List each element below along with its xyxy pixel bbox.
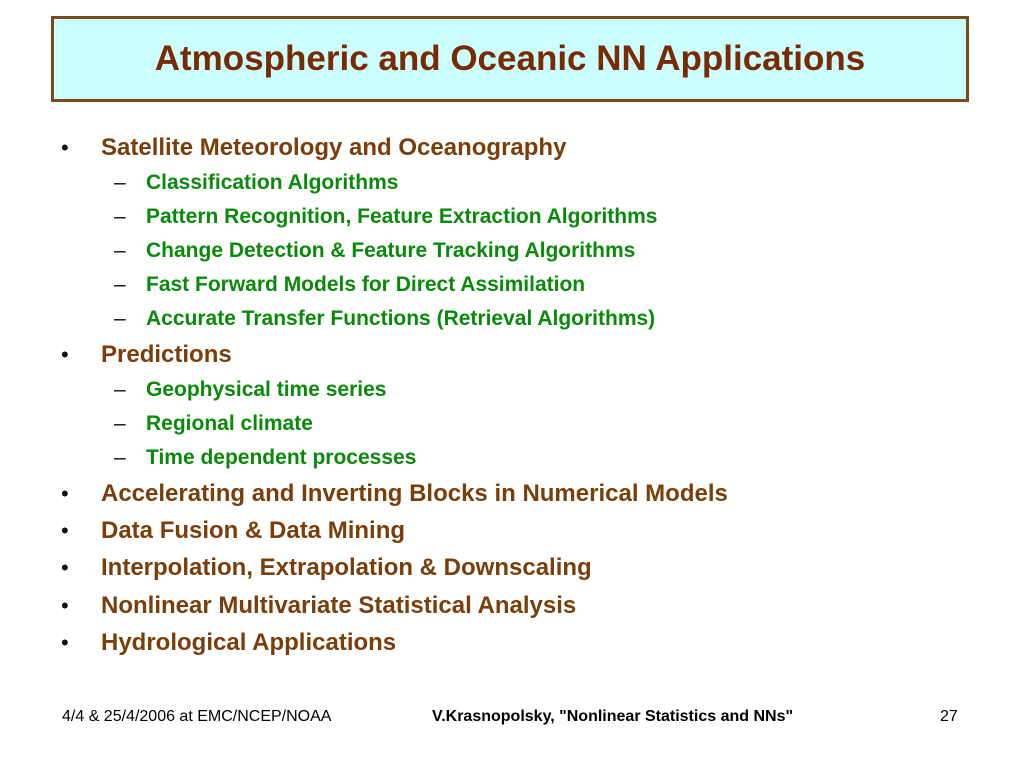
sub-bullet-item-label: Change Detection & Feature Tracking Algorithms bbox=[146, 239, 636, 262]
bullet-item-label: Hydrological Applications bbox=[101, 629, 397, 656]
sub-bullet-item bbox=[114, 171, 399, 195]
bullet-item-1 bbox=[61, 134, 567, 162]
footer-author-title: V.Krasnopolsky, "Nonlinear Statistics and NNs" bbox=[432, 708, 794, 725]
sub-bullet-item bbox=[114, 446, 417, 470]
bullet-marker: • bbox=[61, 593, 69, 618]
sub-bullet-marker: – bbox=[114, 171, 126, 194]
bullet-item-label: Predictions bbox=[101, 341, 232, 368]
bullet-item-4 bbox=[61, 517, 406, 545]
sub-bullet-item-label: Classification Algorithms bbox=[146, 171, 399, 194]
bullet-marker: • bbox=[61, 135, 69, 160]
bullet-item-label: Accelerating and Inverting Blocks in Numerical Models bbox=[101, 480, 728, 507]
sub-bullet-item-label: Pattern Recognition, Feature Extraction Algorithms bbox=[146, 205, 658, 228]
bullet-marker: • bbox=[61, 342, 69, 367]
sub-bullet-item-label: Regional climate bbox=[146, 412, 313, 435]
sub-bullet-marker: – bbox=[114, 307, 126, 330]
bullet-item-label: Data Fusion & Data Mining bbox=[101, 517, 406, 544]
bullet-item-5 bbox=[61, 554, 592, 582]
bullet-marker: • bbox=[61, 630, 69, 655]
sub-bullet-marker: – bbox=[114, 378, 126, 401]
slide-title: Atmospheric and Oceanic NN Applications bbox=[154, 39, 866, 78]
bullet-item-7 bbox=[61, 629, 397, 657]
bullet-item-3 bbox=[61, 480, 728, 508]
bullet-item-6 bbox=[61, 592, 577, 620]
bullet-item-label: Satellite Meteorology and Oceanography bbox=[101, 134, 567, 161]
footer-page-number: 27 bbox=[940, 708, 958, 725]
footer-date-location: 4/4 & 25/4/2006 at EMC/NCEP/NOAA bbox=[62, 708, 332, 725]
bullet-item-2 bbox=[61, 341, 232, 369]
sub-bullet-marker: – bbox=[114, 273, 126, 296]
sub-bullet-item-label: Fast Forward Models for Direct Assimilation bbox=[146, 273, 586, 296]
sub-bullet-marker: – bbox=[114, 446, 126, 469]
sub-bullet-item-label: Geophysical time series bbox=[146, 378, 387, 401]
bullet-marker: • bbox=[61, 481, 69, 506]
sub-bullet-item-label: Accurate Transfer Functions (Retrieval Algorithms) bbox=[146, 307, 656, 330]
sub-bullet-item bbox=[114, 307, 656, 331]
bullet-marker: • bbox=[61, 518, 69, 543]
sub-bullet-item bbox=[114, 239, 636, 263]
sub-bullet-item bbox=[114, 205, 658, 229]
sub-bullet-marker: – bbox=[114, 239, 126, 262]
sub-bullet-item bbox=[114, 412, 313, 436]
sub-bullet-item bbox=[114, 378, 387, 402]
sub-bullet-marker: – bbox=[114, 205, 126, 228]
sub-bullet-item bbox=[114, 273, 586, 297]
bullet-item-label: Interpolation, Extrapolation & Downscaling bbox=[101, 554, 592, 581]
sub-bullet-item-label: Time dependent processes bbox=[146, 446, 417, 469]
sub-bullet-marker: – bbox=[114, 412, 126, 435]
bullet-marker: • bbox=[61, 555, 69, 580]
bullet-item-label: Nonlinear Multivariate Statistical Analysis bbox=[101, 592, 577, 619]
